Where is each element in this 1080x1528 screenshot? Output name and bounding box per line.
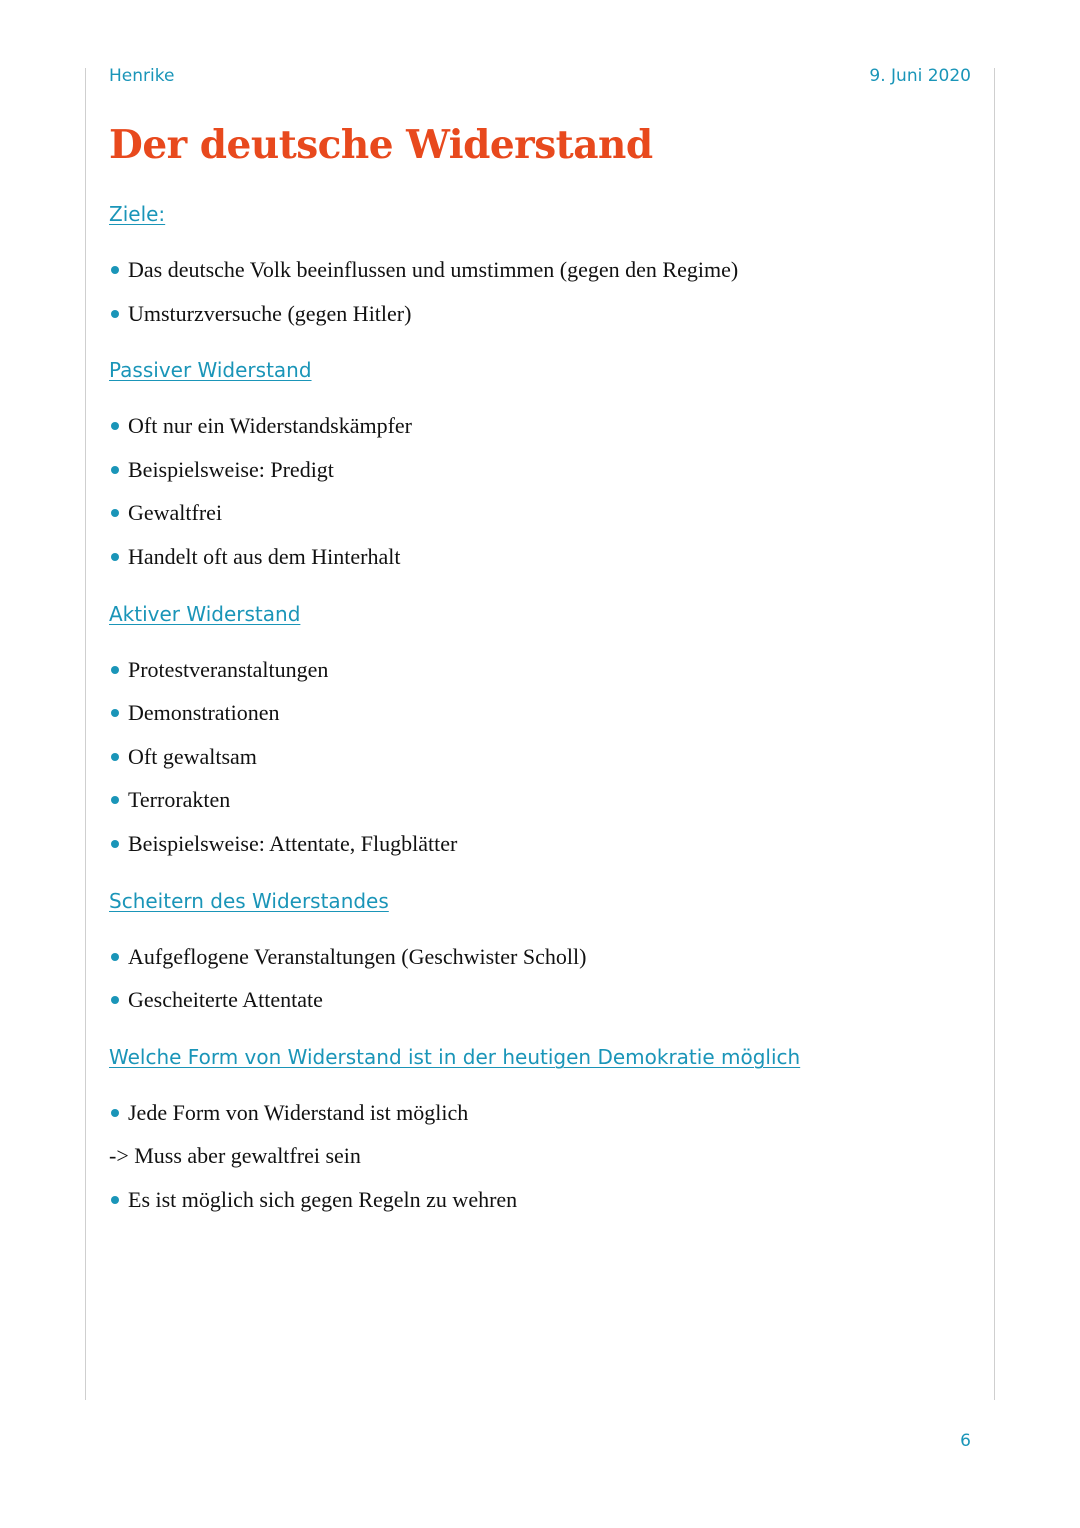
list-item-text: Gewaltfrei (128, 500, 223, 526)
left-margin-line (85, 68, 86, 1400)
bullet-icon (111, 840, 119, 848)
list-item-text: Das deutsche Volk beeinflussen und umstimmen (gegen den Regime) (128, 257, 739, 282)
list-item (109, 1134, 969, 1178)
document-content (109, 198, 969, 1241)
bullet-list (109, 935, 969, 1022)
list-item (109, 248, 969, 292)
section-passiver-widerstand (109, 354, 969, 578)
list-item-text: Aufgeflogene Veranstaltungen (Geschwister Scholl) (128, 943, 587, 969)
bullet-icon (111, 996, 119, 1004)
section-scheitern (109, 885, 969, 1022)
list-item-text: Handelt oft aus dem Hinterhalt (128, 543, 401, 569)
list-item (109, 1178, 969, 1222)
list-item (109, 292, 969, 336)
list-item-text: Terrorakten (128, 787, 231, 813)
list-item-text: Es ist möglich sich gegen Regeln zu wehren (128, 1186, 518, 1212)
bullet-icon (111, 509, 119, 517)
list-item (109, 448, 969, 492)
bullet-icon (111, 266, 119, 274)
list-item (109, 735, 969, 779)
list-item-text: -> Muss aber gewaltfrei sein (109, 1143, 361, 1169)
bullet-list (109, 248, 969, 335)
bullet-list (109, 1091, 969, 1222)
list-item-text: Oft gewaltsam (128, 743, 257, 769)
bullet-list (109, 404, 969, 578)
list-item-text: Umsturzversuche (gegen Hitler) (128, 300, 412, 326)
list-item-text: Protestveranstaltungen (128, 656, 329, 682)
bullet-icon (111, 1196, 119, 1204)
bullet-icon (111, 666, 119, 674)
list-item (109, 935, 969, 979)
bullet-list (109, 648, 969, 866)
list-item (109, 1091, 969, 1135)
bullet-icon (111, 422, 119, 430)
bullet-icon (111, 753, 119, 761)
right-margin-line (994, 68, 995, 1400)
list-item-text: Oft nur ein Widerstandskämpfer (128, 413, 413, 439)
header-author: Henrike (109, 66, 175, 86)
list-item-text: Jede Form von Widerstand ist möglich (128, 1099, 469, 1125)
section-aktiver-widerstand (109, 598, 969, 866)
bullet-icon (111, 310, 119, 318)
bullet-icon (111, 466, 119, 474)
list-item-text: Beispielsweise: Attentate, Flugblätter (128, 830, 458, 856)
page-number: 6 (960, 1431, 971, 1451)
list-item (109, 778, 969, 822)
page-title: Der deutsche Widerstand (109, 122, 653, 168)
list-item-text: Gescheiterte Attentate (128, 987, 323, 1013)
section-demokratie (109, 1041, 969, 1222)
list-item (109, 978, 969, 1022)
section-heading: Aktiver Widerstand (109, 601, 301, 626)
list-item (109, 404, 969, 448)
list-item (109, 691, 969, 735)
section-heading: Scheitern des Widerstandes (109, 888, 389, 913)
bullet-icon (111, 1109, 119, 1117)
bullet-icon (111, 796, 119, 804)
list-item-text: Beispielsweise: Predigt (128, 456, 334, 482)
list-item (109, 491, 969, 535)
list-item (109, 535, 969, 579)
bullet-icon (111, 553, 119, 561)
bullet-icon (111, 953, 119, 961)
section-heading: Ziele: (109, 202, 166, 226)
header-date: 9. Juni 2020 (869, 66, 971, 86)
section-heading: Passiver Widerstand (109, 358, 312, 383)
list-item-text: Demonstrationen (128, 700, 280, 726)
bullet-icon (111, 709, 119, 717)
list-item (109, 648, 969, 692)
section-ziele (109, 198, 969, 335)
section-heading: Welche Form von Widerstand ist in der heutigen Demokratie möglich (109, 1044, 801, 1069)
list-item (109, 822, 969, 866)
